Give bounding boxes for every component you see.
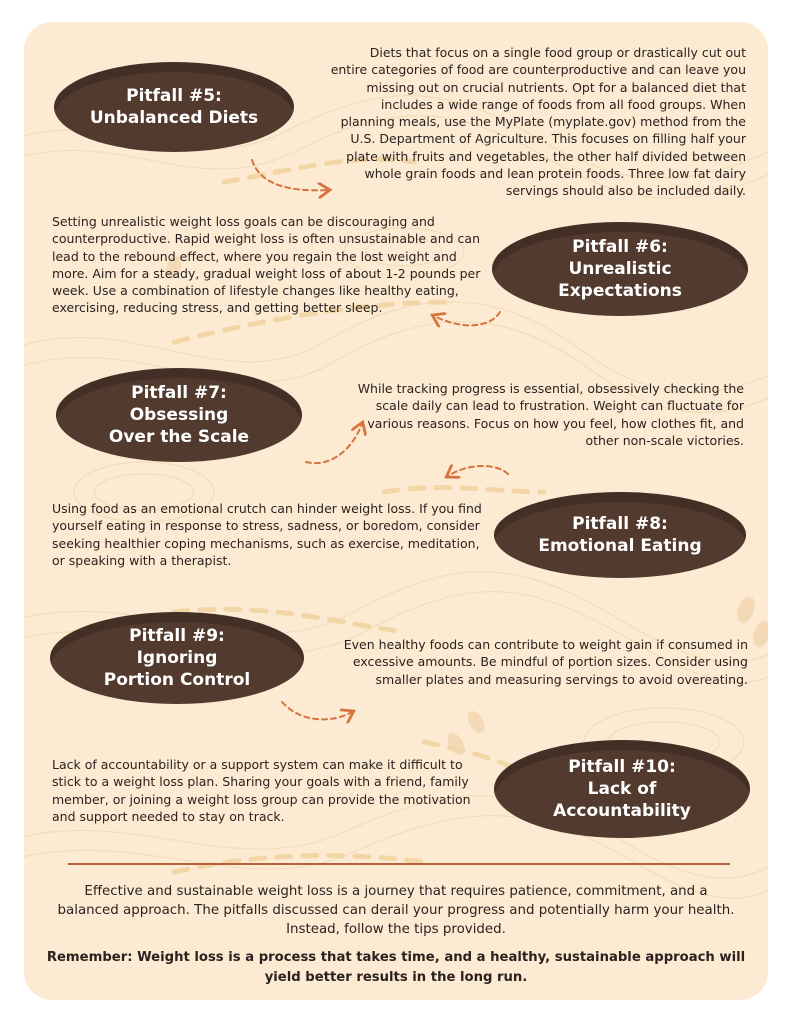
pitfall-10-title-line-3: Accountability: [553, 801, 691, 821]
section-divider: [68, 863, 730, 865]
pitfall-8-badge: [494, 492, 746, 578]
pitfall-10-title-line-1: Pitfall #10:: [568, 757, 676, 777]
pitfall-10-description: Lack of accountability or a support system can make it difficult to stick to a weight loss plan. Sharing your goals with a friend, family member, or joining a weight loss group can provide the motivation and support needed to stay on track.: [52, 757, 471, 824]
pitfall-8-description: Using food as an emotional crutch can hinder weight loss. If you find yourself eating in response to stress, sadness, or boredom, consider seeking healthier coping mechanisms, such as exercise, meditation, or speaking with a therapist.: [52, 501, 482, 568]
pitfall-9-title-line-2: Ignoring: [136, 648, 218, 668]
pitfall-6-title-line-2: Unrealistic: [568, 259, 672, 279]
pitfall-8-title-line-2: Emotional Eating: [538, 536, 702, 556]
pitfall-10-badge: [494, 740, 750, 838]
pitfall-9-description: Even healthy foods can contribute to weight gain if consumed in excessive amounts. Be mindful of portion sizes. Consider using smaller plates and measuring servings to avoid overeating.: [343, 637, 748, 687]
pitfall-7-title-line-2: Obsessing: [129, 405, 229, 425]
summary-text: Effective and sustainable weight loss is a journey that requires patience, commitment, and a balanced approach. The pitfalls discussed can derail your progress and potentially harm your health. Instead, follow the tips provided.: [57, 884, 735, 937]
pitfall-5-title-line-2: Unbalanced Diets: [89, 108, 259, 128]
pitfall-6-description: Setting unrealistic weight loss goals can be discouraging and counterproductive. Rapid weight loss is often unsustainable and can lead to the rebound effect, where you regain the lost weight and more. Aim for a steady, gradual weight loss of about 1-2 pounds per week. Use a combination of lifestyle changes like healthy eating, exercising, reducing stress, and getting better sleep.: [52, 214, 481, 316]
pitfall-8-title-line-1: Pitfall #8:: [572, 514, 668, 534]
pitfall-7-title-line-1: Pitfall #7:: [131, 383, 227, 403]
remember-note: Remember: Weight loss is a process that takes time, and a healthy, sustainable approach will yield better results in the long run.: [46, 950, 746, 985]
pitfall-5-badge: [54, 62, 294, 152]
pitfall-9-title-line-1: Pitfall #9:: [129, 626, 225, 646]
pitfall-5-title-line-1: Pitfall #5:: [126, 86, 222, 106]
pitfall-7-description: While tracking progress is essential, obsessively checking the scale daily can lead to frustration. Weight can fluctuate for various reasons. Focus on how you feel, how clothes fit, and other non-scale victories.: [357, 381, 744, 448]
pitfall-7-badge: [56, 368, 302, 462]
pitfall-9-title-line-3: Portion Control: [103, 670, 251, 690]
pitfall-7-title-line-3: Over the Scale: [108, 427, 250, 447]
pitfall-10-title-line-2: Lack of: [587, 779, 657, 799]
pitfall-6-title-line-1: Pitfall #6:: [572, 237, 668, 257]
pitfall-9-badge: [50, 612, 304, 704]
pitfall-6-title-line-3: Expectations: [558, 281, 682, 301]
pitfall-6-badge: [492, 222, 748, 316]
pitfall-5-description: Diets that focus on a single food group or drastically cut out entire categories of food are counterproductive and can leave you missing out on crucial nutrients. Opt for a balanced diet that includes a wide range of foods from all food groups. When planning meals, use the MyPlate (myplate.gov) method from the U.S. Department of Agriculture. This focuses on filling half your plate with fruits and vegetables, the other half divided between whole grain foods and lean protein foods. Three low fat dairy servings should also be included daily.: [330, 45, 746, 199]
